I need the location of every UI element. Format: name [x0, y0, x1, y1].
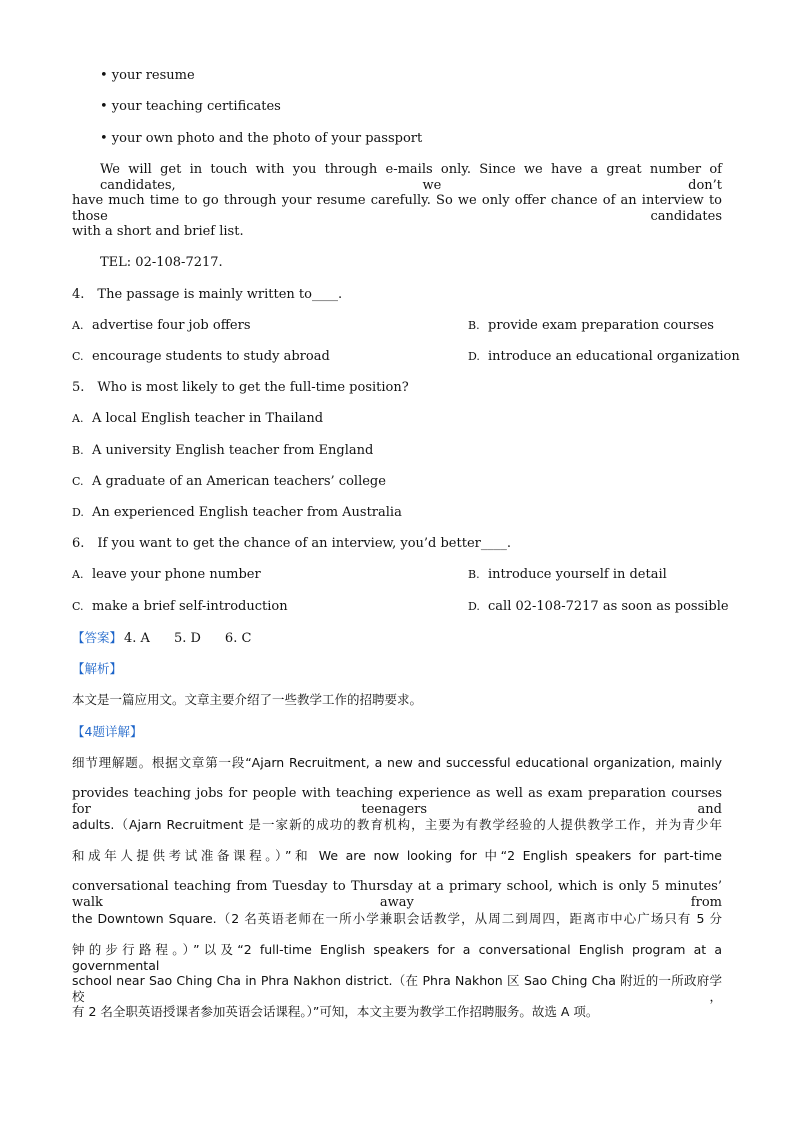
detail-line: school near Sao Ching Cha in Phra Nakhon district.（在 Phra Nakhon 区 Sao Ching Cha 附近的一所政府学校， — [72, 973, 722, 1004]
q5-option-c-row — [72, 474, 722, 490]
analysis-heading — [72, 661, 722, 678]
telephone-line: TEL: 02-108-7217. — [100, 255, 223, 270]
bullet-resume: • your resume — [100, 68, 195, 83]
detail-line: 细节理解题。根据文章第一段“Ajarn Recruitment, a new and successful educational organization, mainly — [72, 755, 722, 770]
option-label: D. — [468, 600, 480, 613]
answer-line — [72, 630, 722, 647]
question-6-stem: 6. If you want to get the chance of an interview, you’d better____. — [72, 536, 511, 551]
paragraph-line: We will get in touch with you through e-mails only. Since we have a great number of candidates, we don’t — [100, 162, 722, 193]
paragraph-line: with a short and brief list. — [72, 224, 244, 239]
option-label: D. — [72, 506, 84, 519]
q4-option-a: advertise four job offers — [92, 318, 251, 333]
question-4-options-row — [72, 349, 740, 365]
detail-heading — [72, 724, 722, 741]
q6-option-b: introduce yourself in detail — [488, 567, 667, 582]
question-4-options-row — [72, 318, 722, 334]
option-label: B. — [72, 444, 84, 457]
answer-item: 5. D — [173, 631, 201, 646]
detail-line: 和成年人提供考试准备课程。）”和 We are now looking for 中“2 English speakers for part-time — [72, 848, 722, 863]
option-label: C. — [72, 350, 84, 363]
q6-option-a: leave your phone number — [92, 567, 261, 582]
q5-option-c: A graduate of an American teachers’ college — [92, 474, 386, 489]
q5-option-b: A university English teacher from England — [92, 443, 374, 458]
question-5-stem: 5. Who is most likely to get the full-time position? — [72, 380, 409, 395]
q5-option-b-row — [72, 443, 722, 459]
detail-line: 钟的步行路程。）”以及“2 full-time English speakers for a conversational English program at a governmental — [72, 942, 722, 973]
question-6-options-row — [72, 599, 729, 615]
option-label: A. — [72, 319, 84, 332]
q4-option-c: encourage students to study abroad — [92, 349, 330, 364]
q6-option-d: call 02-108-7217 as soon as possible — [488, 599, 729, 614]
detail-line: conversational teaching from Tuesday to Thursday at a primary school, which is only 5 minutes’ walk away from — [72, 879, 722, 910]
q4-option-d: introduce an educational organization — [488, 349, 740, 364]
option-label: B. — [468, 568, 480, 581]
option-label: D. — [468, 350, 480, 363]
answer-item: 6. C — [224, 631, 252, 646]
option-label: A. — [72, 568, 84, 581]
q5-option-d-row — [72, 505, 722, 521]
q4-option-b: provide exam preparation courses — [488, 318, 714, 333]
detail-line: adults.（Ajarn Recruitment 是一家新的成功的教育机构，主要为有教学经验的人提供教学工作，并为青少年 — [72, 817, 722, 832]
option-label: B. — [468, 319, 480, 332]
bullet-photos: • your own photo and the photo of your passport — [100, 131, 423, 146]
question-6-options-row — [72, 567, 722, 583]
answer-tag: 【答案】 — [72, 630, 123, 645]
question-4-stem: 4. The passage is mainly written to____. — [72, 287, 343, 302]
detail-line: 有 2 名全职英语授课者参加英语会话课程。）”可知，本文主要为教学工作招聘服务。故选 A 项。 — [72, 1004, 599, 1019]
analysis-text: 本文是一篇应用文。文章主要介绍了一些教学工作的招聘要求。 — [72, 692, 423, 707]
option-label: C. — [72, 475, 84, 488]
paragraph-line: have much time to go through your resume carefully. So we only offer chance of an interview to those candidates — [72, 193, 722, 224]
option-label: C. — [72, 600, 84, 613]
q5-option-a-row — [72, 411, 722, 427]
detail-line: provides teaching jobs for people with teaching experience as well as exam preparation courses for teenagers and — [72, 786, 722, 817]
q5-option-a: A local English teacher in Thailand — [92, 411, 324, 426]
q5-option-d: An experienced English teacher from Australia — [92, 505, 402, 520]
bullet-certificates: • your teaching certificates — [100, 99, 281, 114]
detail-tag: 【4题详解】 — [72, 724, 143, 739]
detail-line: the Downtown Square.（2 名英语老师在一所小学兼职会话教学，从周二到周四，距离市中心广场只有 5 分 — [72, 911, 722, 926]
q6-option-c: make a brief self-introduction — [92, 599, 288, 614]
answer-item: 4. A — [124, 631, 150, 646]
analysis-tag: 【解析】 — [72, 661, 123, 676]
option-label: A. — [72, 412, 84, 425]
